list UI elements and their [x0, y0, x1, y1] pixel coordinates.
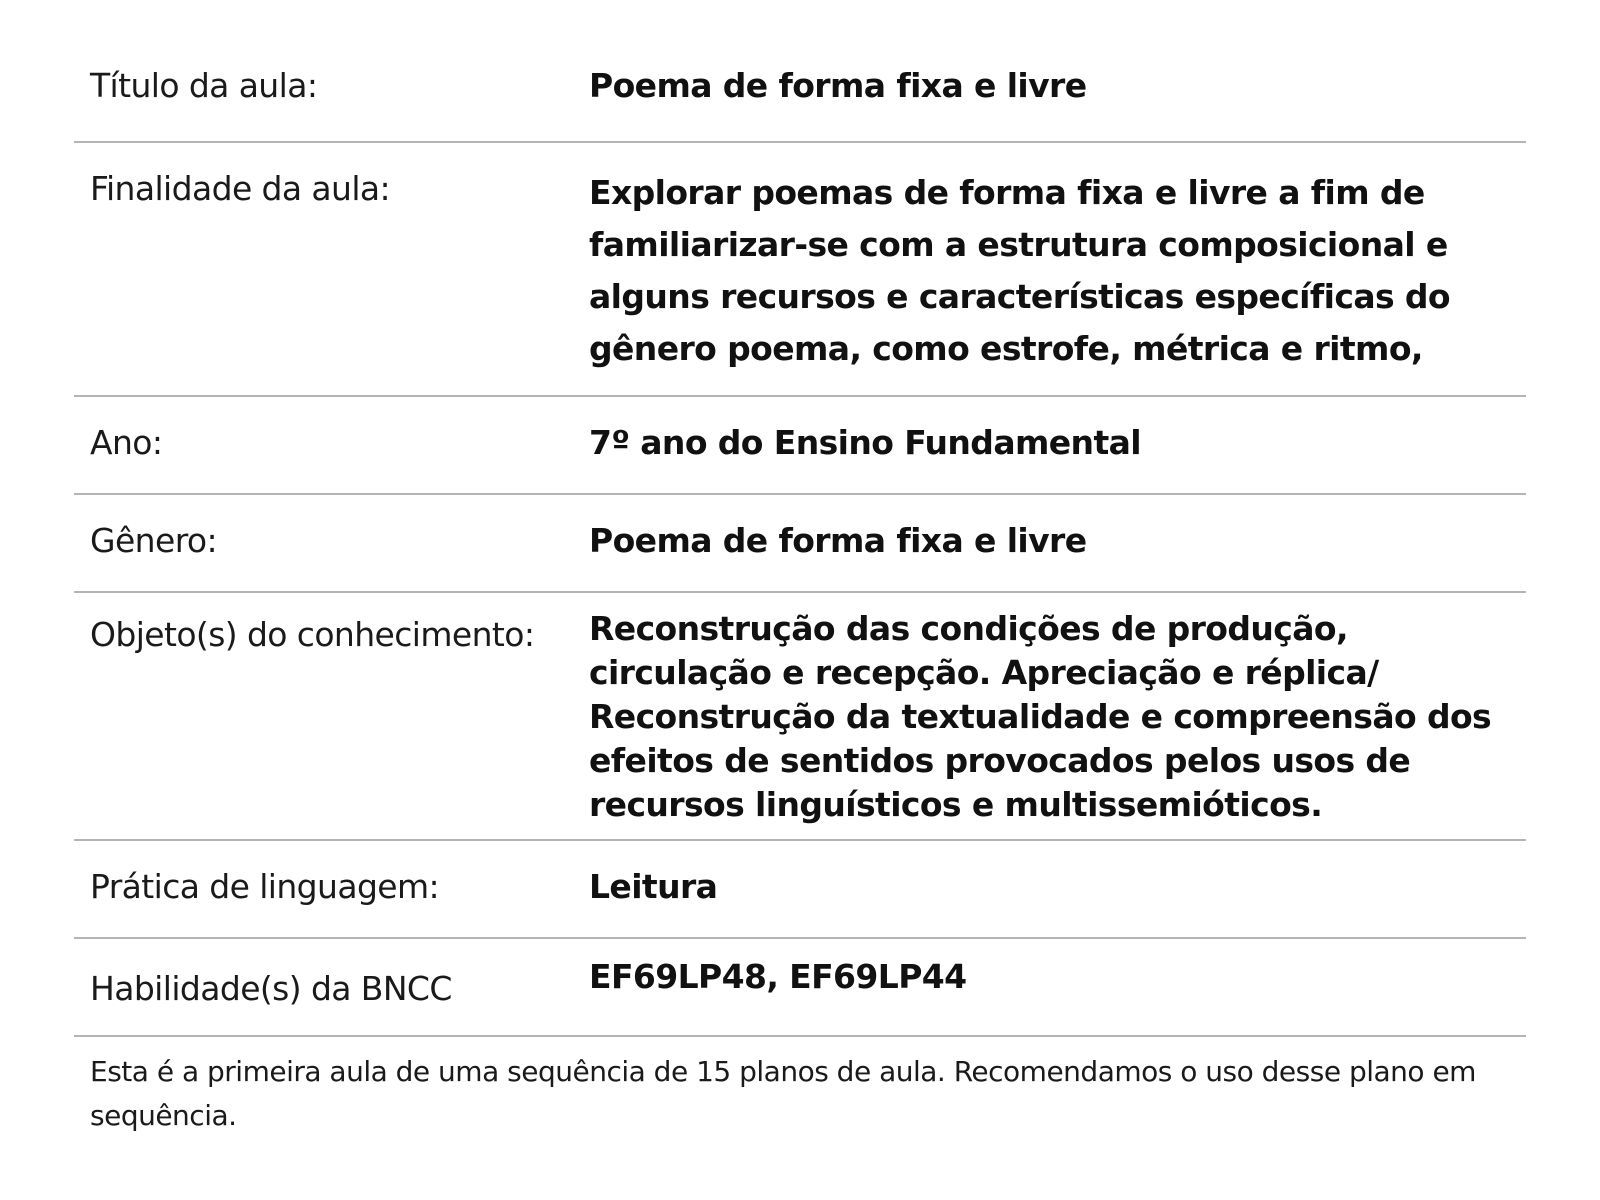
row-habilidades-bncc [74, 939, 1526, 1037]
value-finalidade: Explorar poemas de forma fixa e livre a fim de familiarizar-se com a estrutura composicional e alguns recursos e características específicas do gênero poema, como estrofe, métrica e ritmo, [589, 173, 1451, 368]
row-objeto-conhecimento [74, 593, 1526, 841]
sequence-note: Esta é a primeira aula de uma sequência de 15 planos de aula. Recomendamos o uso desse plano em sequência. [90, 1055, 1476, 1132]
lesson-info-table [74, 40, 1526, 1037]
label-finalidade: Finalidade da aula: [90, 169, 391, 208]
value-habilidades-bncc: EF69LP48, EF69LP44 [589, 957, 967, 996]
row-pratica-linguagem [74, 841, 1526, 939]
value-genero: Poema de forma fixa e livre [589, 521, 1087, 560]
row-finalidade [74, 143, 1526, 397]
row-titulo [74, 40, 1526, 143]
label-pratica-linguagem: Prática de linguagem: [90, 867, 440, 906]
label-objeto-conhecimento: Objeto(s) do conhecimento: [90, 615, 535, 654]
label-titulo: Título da aula: [90, 66, 318, 105]
label-ano: Ano: [90, 423, 163, 462]
value-pratica-linguagem: Leitura [589, 867, 718, 906]
label-habilidades-bncc: Habilidade(s) da BNCC [90, 969, 452, 1008]
value-ano: 7º ano do Ensino Fundamental [589, 423, 1141, 462]
row-genero [74, 495, 1526, 593]
label-genero: Gênero: [90, 521, 218, 560]
row-ano [74, 397, 1526, 495]
value-titulo: Poema de forma fixa e livre [589, 66, 1087, 105]
value-objeto-conhecimento: Reconstrução das condições de produção, circulação e recepção. Apreciação e réplica/ Reconstrução da textualidade e compreensão dos efeitos de sentidos provocados pelos usos de recursos linguísticos e multissemióticos. [589, 609, 1492, 824]
